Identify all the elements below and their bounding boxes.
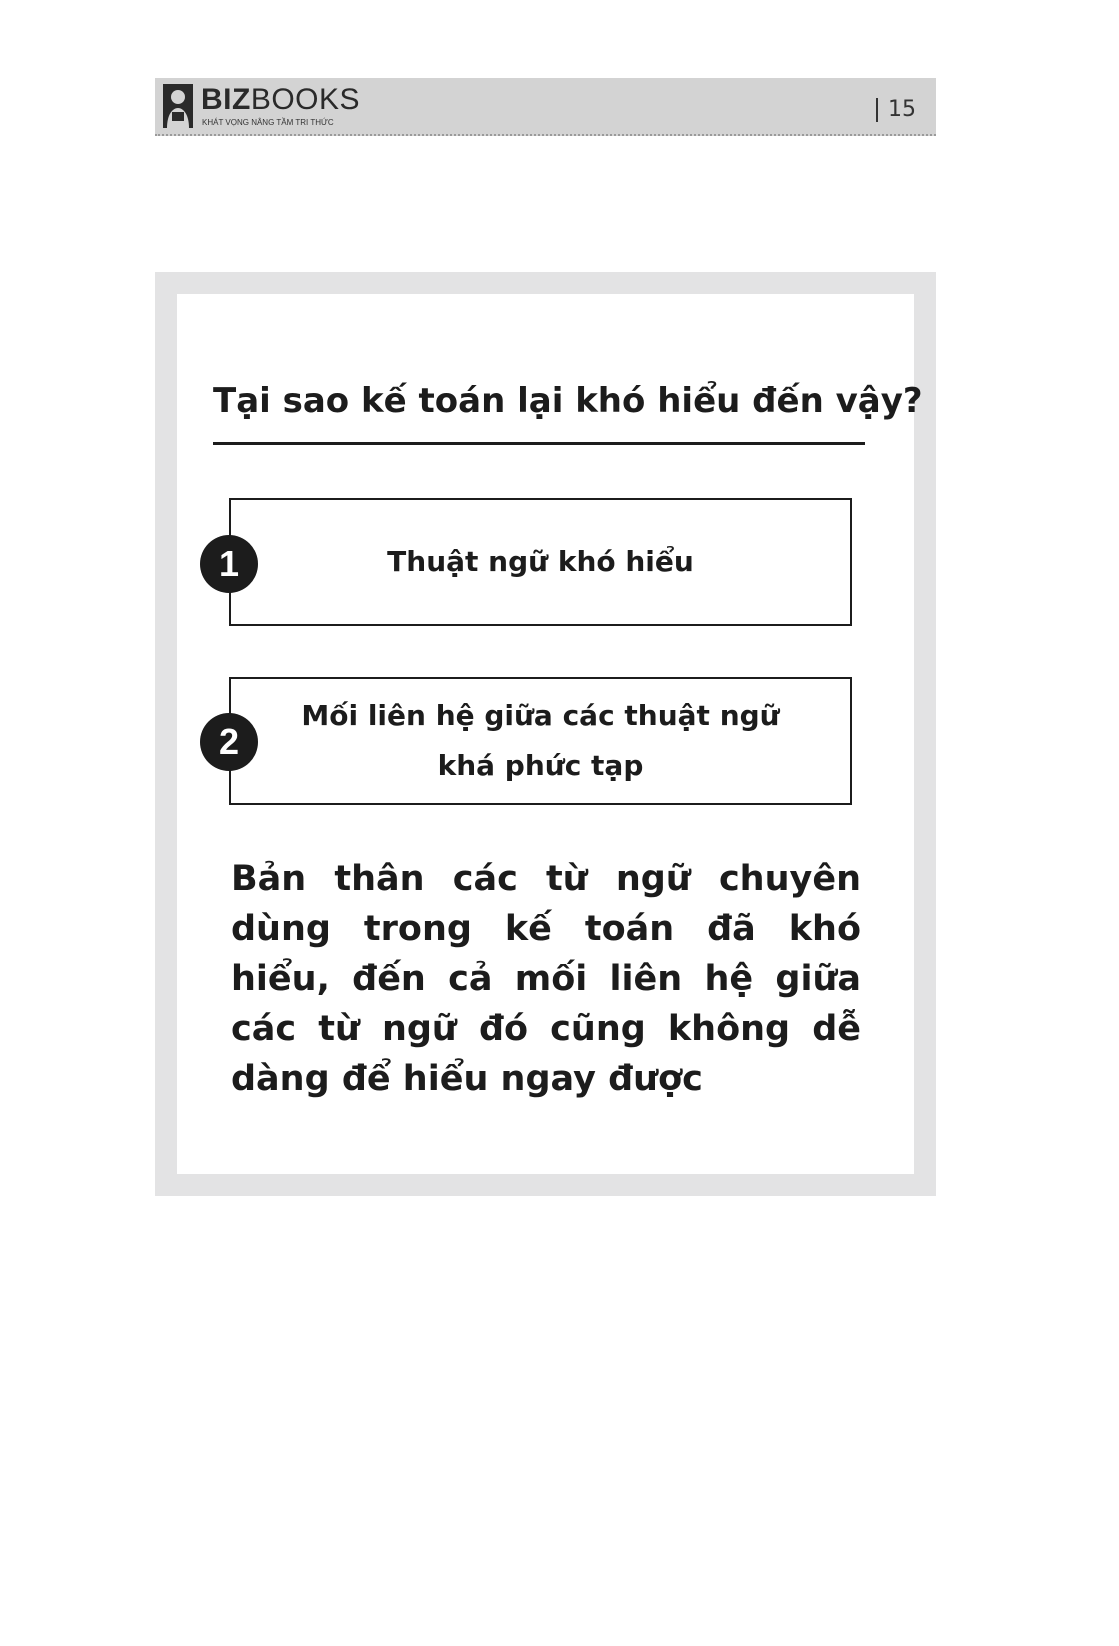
number-badge-1: 1 bbox=[200, 535, 258, 593]
reason-text-2 bbox=[301, 691, 779, 791]
brand-name bbox=[201, 84, 360, 116]
content-frame bbox=[155, 272, 936, 1196]
reason-text-2-line-2: khá phức tạp bbox=[437, 749, 644, 782]
summary-paragraph: Bản thân các từ ngữ chuyên dùng trong kế toán đã khó hiểu, đến cả mối liên hệ giữa các từ ngữ đó cũng không dễ dàng để hiểu ngay được bbox=[231, 859, 861, 1099]
section-title: Tại sao kế toán lại khó hiểu đến vậy? bbox=[213, 381, 923, 421]
number-badge-2: 2 bbox=[200, 713, 258, 771]
brand-name-bold: BIZ bbox=[201, 83, 251, 116]
brand-name-rest: BOOKS bbox=[250, 83, 361, 116]
title-underline bbox=[213, 442, 865, 445]
reason-box-1 bbox=[229, 498, 852, 626]
content-panel bbox=[177, 294, 923, 1174]
reason-box-2 bbox=[229, 677, 852, 805]
page-number: 15 bbox=[876, 98, 916, 122]
reason-text-1: Thuật ngữ khó hiểu bbox=[387, 545, 694, 578]
reason-text-2-line-1: Mối liên hệ giữa các thuật ngữ bbox=[301, 699, 780, 732]
brand-tagline: KHÁT VỌNG NÂNG TẦM TRI THỨC bbox=[202, 118, 334, 127]
reader-silhouette-icon bbox=[163, 84, 193, 128]
page-header bbox=[155, 78, 936, 136]
